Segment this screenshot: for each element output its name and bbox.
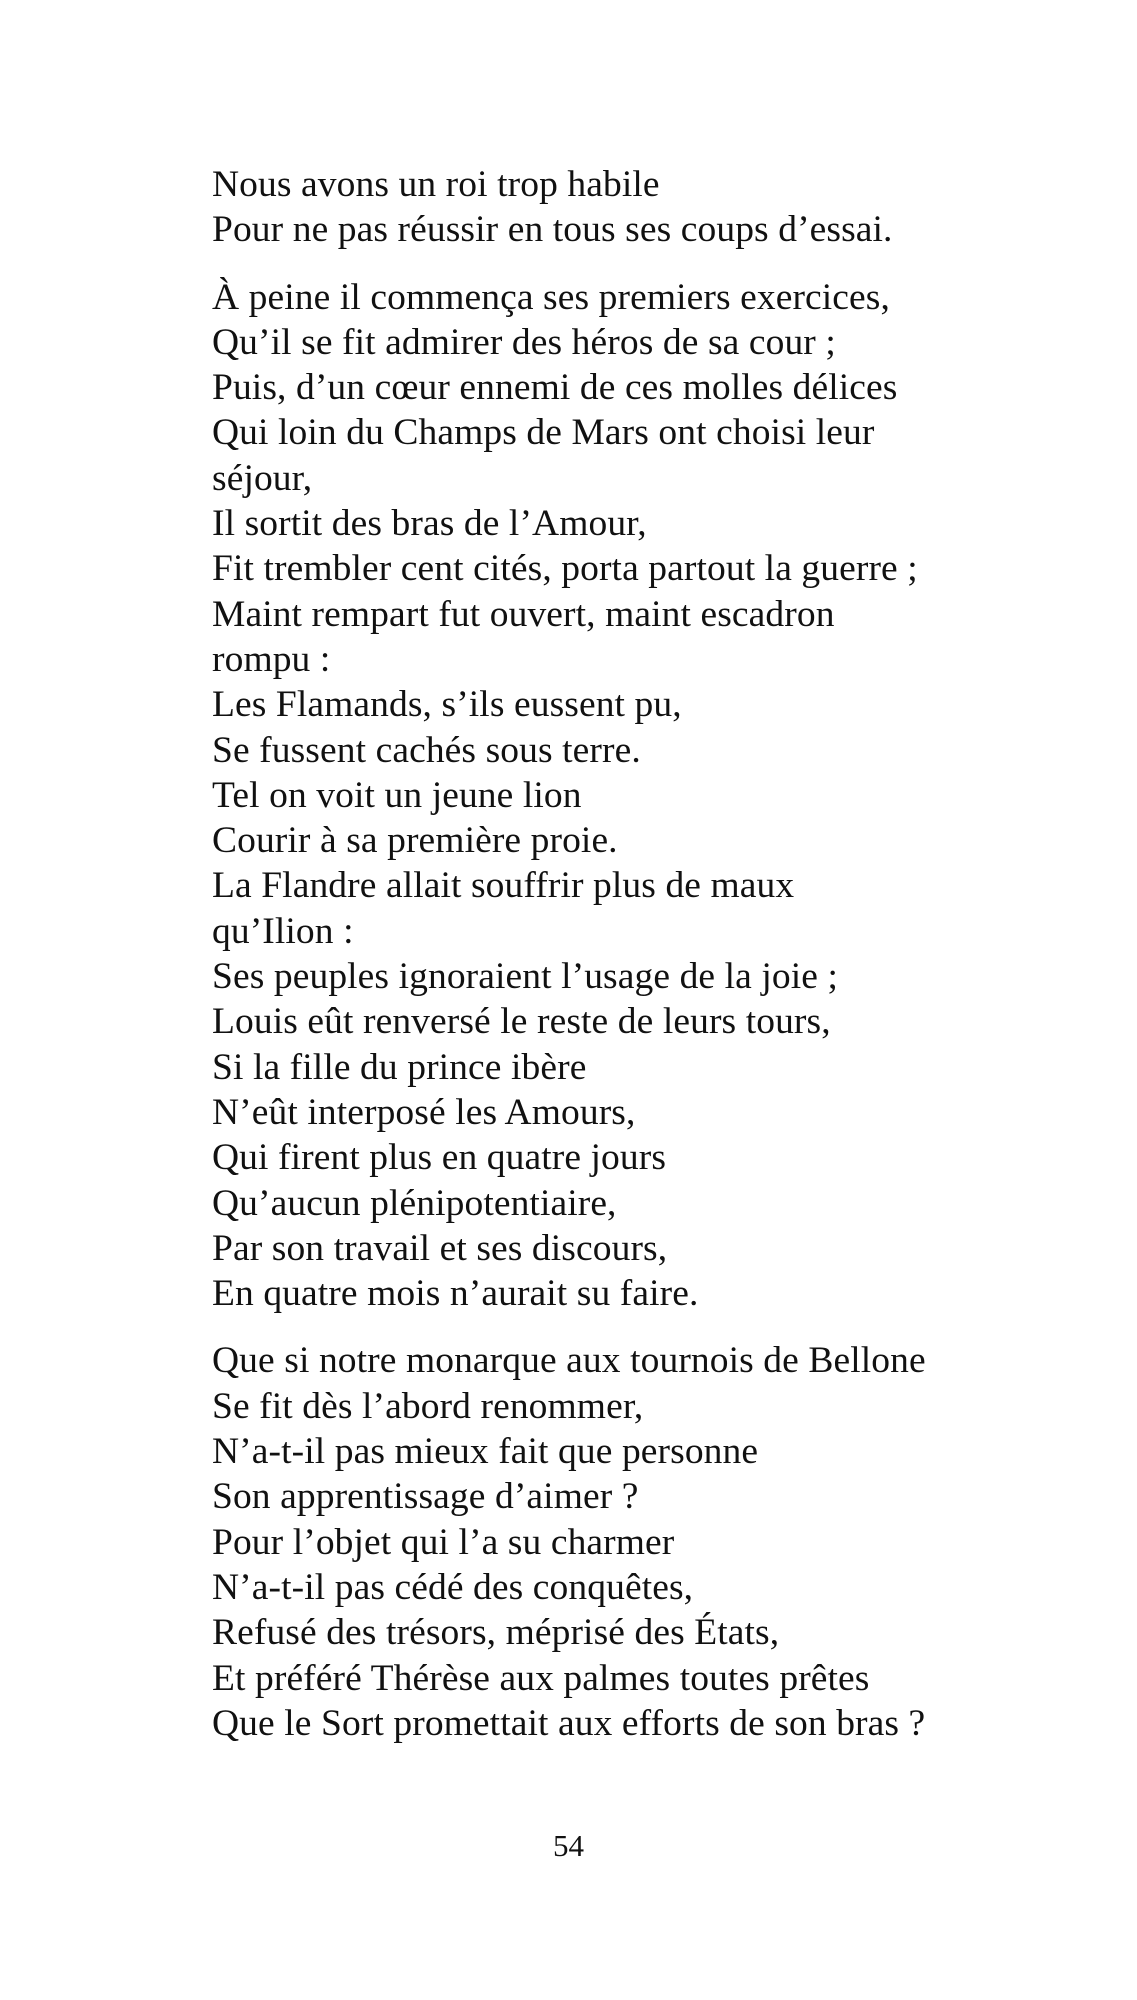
verse-line: Que le Sort promettait aux efforts de son bras ? [212, 1702, 926, 1744]
verse-line: Et préféré Thérèse aux palmes toutes prêtes [212, 1657, 870, 1699]
verse-line: Puis, d’un cœur ennemi de ces molles délices [212, 367, 898, 409]
stanza-1 [212, 162, 1092, 253]
verse-line: Pour l’objet qui l’a su charmer [212, 1521, 675, 1563]
verse-line: N’a-t-il pas mieux fait que personne [212, 1431, 759, 1473]
verse-line: séjour, [212, 457, 313, 499]
stanza-2 [212, 275, 1092, 1317]
verse-line: qu’Ilion : [212, 910, 354, 952]
verse-line: Refusé des trésors, méprisé des États, [212, 1612, 780, 1654]
poem-text [212, 162, 1092, 1746]
verse-line: Son apprentissage d’aimer ? [212, 1476, 639, 1518]
verse-line: Par son travail et ses discours, [212, 1227, 668, 1269]
verse-line: Qui loin du Champs de Mars ont choisi leur [212, 412, 875, 454]
verse-line: À peine il commença ses premiers exercices, [212, 276, 890, 318]
verse-line: Nous avons un roi trop habile [212, 164, 660, 205]
verse-line: En quatre mois n’aurait su faire. [212, 1273, 699, 1315]
verse-line: Pour ne pas réussir en tous ses coups d’essai. [212, 209, 893, 251]
verse-line: Ses peuples ignoraient l’usage de la joie ; [212, 956, 838, 998]
verse-line: Courir à sa première proie. [212, 820, 618, 862]
stanza-3 [212, 1338, 1092, 1746]
verse-line: Les Flamands, s’ils eussent pu, [212, 684, 682, 726]
verse-line: Que si notre monarque aux tournois de Bellone [212, 1340, 926, 1382]
page-number: 54 [553, 1828, 584, 1863]
verse-line: Qu’aucun plénipotentiaire, [212, 1182, 617, 1224]
verse-line: Se fussent cachés sous terre. [212, 729, 641, 771]
verse-line: N’a-t-il pas cédé des conquêtes, [212, 1566, 694, 1608]
verse-line: N’eût interposé les Amours, [212, 1091, 636, 1133]
verse-line: Fit trembler cent cités, porta partout la guerre ; [212, 548, 918, 590]
verse-line: Si la fille du prince ibère [212, 1046, 587, 1088]
verse-line: rompu : [212, 638, 331, 680]
verse-line: La Flandre allait souffrir plus de maux [212, 865, 795, 907]
verse-line: Il sortit des bras de l’Amour, [212, 503, 647, 545]
verse-line: Tel on voit un jeune lion [212, 774, 582, 816]
verse-line: Maint rempart fut ouvert, maint escadron [212, 593, 835, 635]
verse-line: Qui firent plus en quatre jours [212, 1137, 667, 1179]
verse-line: Qu’il se fit admirer des héros de sa cour ; [212, 321, 836, 363]
verse-line: Se fit dès l’abord renommer, [212, 1385, 644, 1427]
verse-line: Louis eût renversé le reste de leurs tours, [212, 1001, 831, 1043]
